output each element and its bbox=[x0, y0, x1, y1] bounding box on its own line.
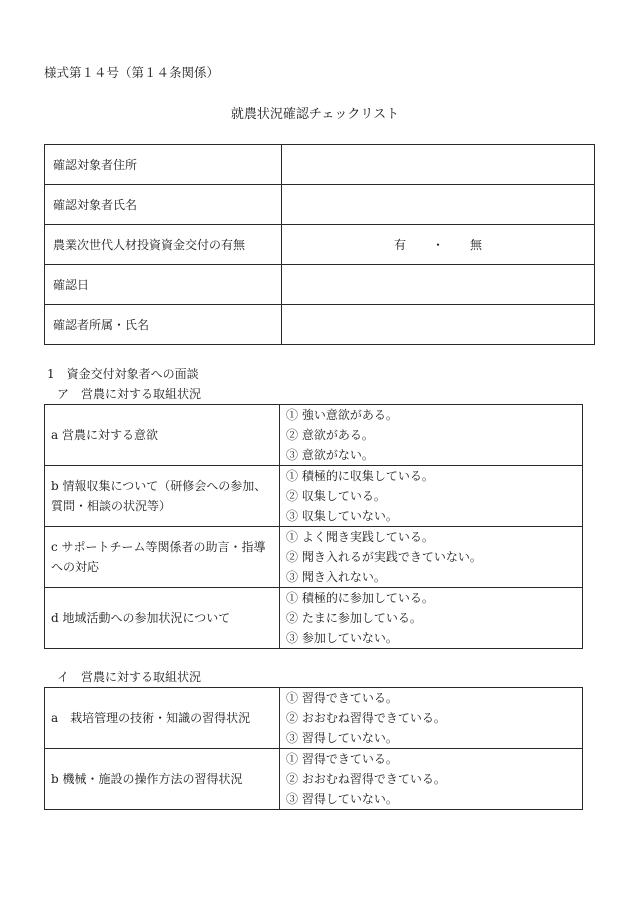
question-cell: c サポートチーム等関係者の助言・指導への対応 bbox=[45, 527, 280, 588]
options-cell bbox=[280, 688, 583, 749]
section-heading: 1 資金交付対象者への面談 bbox=[47, 367, 199, 381]
date-label: 確認日 bbox=[45, 265, 282, 305]
option-item[interactable]: ① 積極的に収集している。 bbox=[286, 469, 434, 483]
option-item[interactable]: ② おおむね習得できている。 bbox=[286, 711, 446, 725]
info-table bbox=[44, 144, 595, 345]
option-separator: ・ bbox=[431, 238, 444, 252]
checker-field[interactable] bbox=[282, 305, 595, 345]
checklist-table-a bbox=[44, 404, 583, 649]
funding-choice[interactable] bbox=[282, 225, 595, 265]
option-item[interactable]: ① 積極的に参加している。 bbox=[286, 591, 434, 605]
question-cell: a 栽培管理の技術・知識の習得状況 bbox=[45, 688, 280, 749]
option-item[interactable]: ① 習得できている。 bbox=[286, 752, 398, 766]
name-label: 確認対象者氏名 bbox=[45, 185, 282, 225]
document-title: 就農状況確認チェックリスト bbox=[230, 107, 400, 122]
subsection-heading-b: イ 営農に対する取組状況 bbox=[57, 670, 202, 684]
checker-label: 確認者所属・氏名 bbox=[45, 305, 282, 345]
checklist-table-b bbox=[44, 687, 583, 810]
option-item[interactable]: ① よく聞き実践している。 bbox=[286, 530, 434, 544]
options-cell bbox=[280, 527, 583, 588]
table-row bbox=[45, 466, 583, 527]
option-item[interactable]: ③ 習得していない。 bbox=[286, 731, 398, 745]
table-row bbox=[45, 225, 595, 265]
option-item[interactable]: ① 習得できている。 bbox=[286, 691, 398, 705]
option-no[interactable]: 無 bbox=[470, 238, 483, 252]
table-row bbox=[45, 185, 595, 225]
options-cell bbox=[280, 588, 583, 649]
address-label: 確認対象者住所 bbox=[45, 145, 282, 185]
form-number: 様式第１４号（第１４条関係） bbox=[44, 65, 220, 80]
options-cell bbox=[280, 405, 583, 466]
option-item[interactable]: ② 収集している。 bbox=[286, 489, 386, 503]
subsection-heading-a: ア 営農に対する取組状況 bbox=[57, 387, 202, 401]
option-yes[interactable]: 有 bbox=[393, 238, 406, 252]
table-row bbox=[45, 265, 595, 305]
funding-label: 農業次世代人材投資資金交付の有無 bbox=[45, 225, 282, 265]
option-item[interactable]: ③ 習得していない。 bbox=[286, 792, 398, 806]
option-item[interactable]: ③ 意欲がない。 bbox=[286, 448, 374, 462]
option-item[interactable]: ① 強い意欲がある。 bbox=[286, 408, 398, 422]
question-cell: b 情報収集について（研修会への参加、質問・相談の状況等） bbox=[45, 466, 280, 527]
options-cell bbox=[280, 749, 583, 810]
table-row bbox=[45, 749, 583, 810]
option-item[interactable]: ② たまに参加している。 bbox=[286, 611, 422, 625]
table-row bbox=[45, 145, 595, 185]
option-item[interactable]: ③ 収集していない。 bbox=[286, 509, 398, 523]
question-cell: d 地域活動への参加状況について bbox=[45, 588, 280, 649]
option-item[interactable]: ② おおむね習得できている。 bbox=[286, 772, 446, 786]
options-cell bbox=[280, 466, 583, 527]
table-row bbox=[45, 405, 583, 466]
table-row bbox=[45, 305, 595, 345]
question-cell: b 機械・施設の操作方法の習得状況 bbox=[45, 749, 280, 810]
name-field[interactable] bbox=[282, 185, 595, 225]
question-cell: a 営農に対する意欲 bbox=[45, 405, 280, 466]
option-item[interactable]: ② 聞き入れるが実践できていない。 bbox=[286, 550, 482, 564]
option-item[interactable]: ③ 参加していない。 bbox=[286, 631, 398, 645]
table-row bbox=[45, 688, 583, 749]
address-field[interactable] bbox=[282, 145, 595, 185]
table-row bbox=[45, 527, 583, 588]
date-field[interactable] bbox=[282, 265, 595, 305]
table-row bbox=[45, 588, 583, 649]
option-item[interactable]: ② 意欲がある。 bbox=[286, 428, 374, 442]
option-item[interactable]: ③ 聞き入れない。 bbox=[286, 570, 386, 584]
